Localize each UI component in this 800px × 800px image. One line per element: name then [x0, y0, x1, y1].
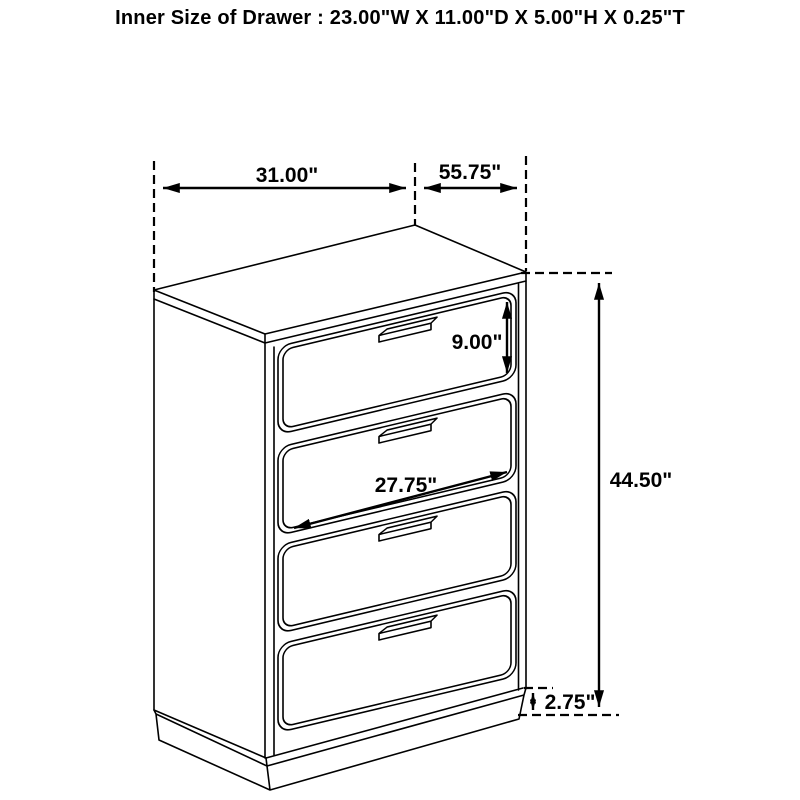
depth-dimension-label: 55.75" [438, 161, 502, 184]
drawer-height-dimension-label: 9.00" [451, 331, 503, 354]
width-dimension-label: 31.00" [255, 164, 319, 187]
chest-top-face [154, 225, 526, 334]
overall-height-dimension-label: 44.50" [609, 469, 673, 492]
chest-left-panel [154, 299, 266, 758]
drawer-stack [278, 290, 516, 733]
chest-base [154, 688, 526, 790]
drawer-front-3 [278, 489, 516, 634]
drawer-front-2 [278, 391, 516, 536]
drawer-width-dimension-label: 27.75" [374, 474, 438, 497]
drawer-front-4 [278, 588, 516, 733]
page-title: Inner Size of Drawer : 23.00"W X 11.00"D X 5.00"H X 0.25"T [115, 7, 685, 29]
base-height-dimension-label: 2.75" [544, 691, 596, 714]
chest-drawing [154, 225, 526, 790]
